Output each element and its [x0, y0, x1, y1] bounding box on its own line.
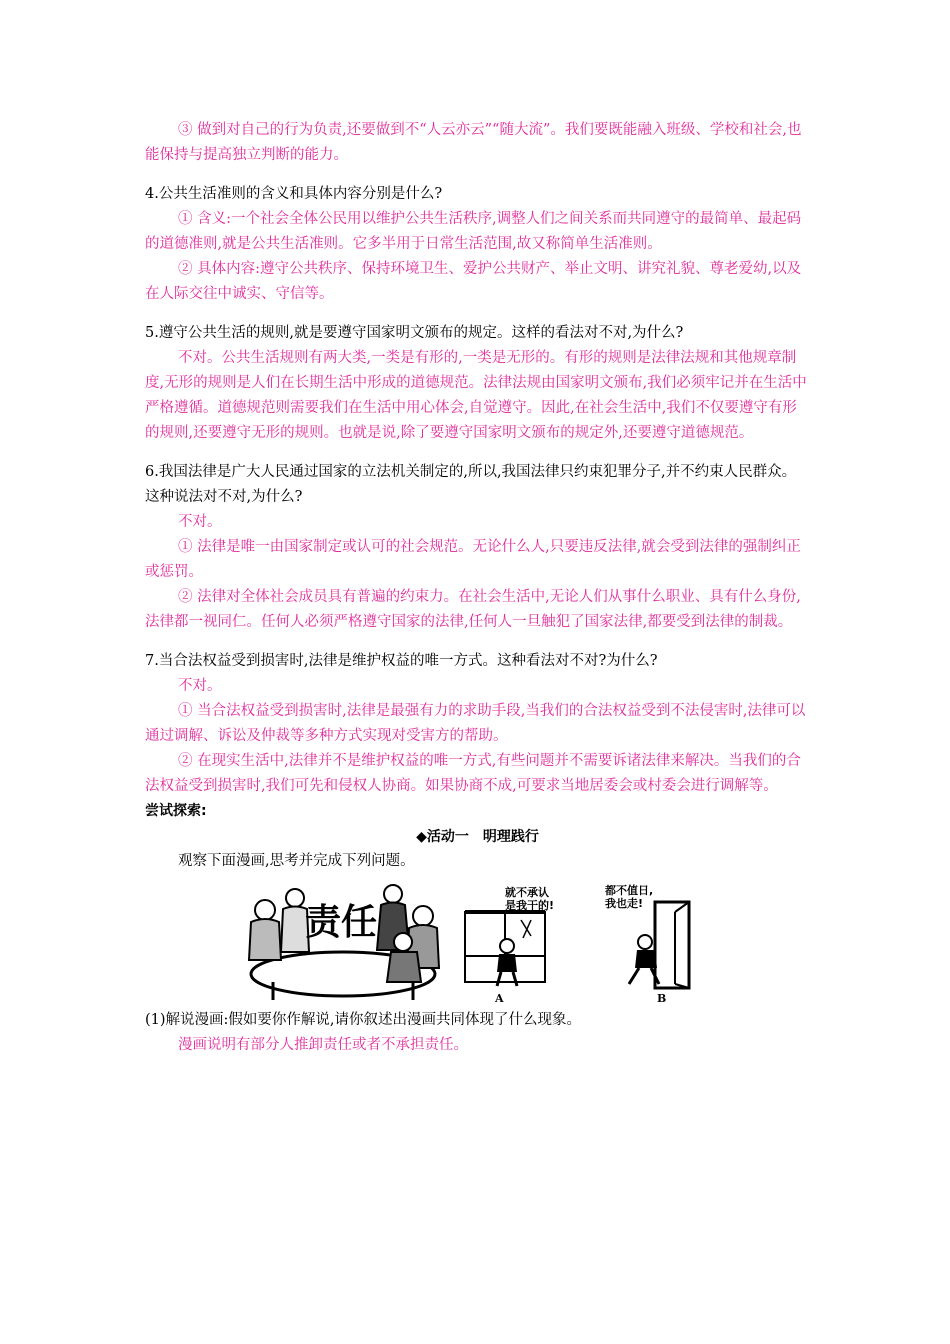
- comic-label-b: B: [657, 992, 667, 1005]
- question-activity-1: (1)解说漫画:假如要你作解说,请你叙述出漫画共同体现了什么现象。: [145, 1012, 582, 1028]
- answer-5: 不对。公共生活规则有两大类,一类是有形的,一类是无形的。有形的规则是法律法规和其他规章制度,无形的规则是人们在长期生活中形成的道德规范。法律法规由国家明文颁布,我们必须牢记并在生活中严格遵循。道德规范则需要我们在生活中用心体会,自觉遵守。因此,在社会生活中,我们不仅要遵守有形的规则,还要遵守无形的规则。也就是说,除了要遵守国家明文颁布的规定外,还要遵守道德规范。: [145, 350, 807, 441]
- answer-4-1: ① 含义:一个社会全体公民用以维护公共生活秩序,调整人们之间关系而共同遵守的最简单、最起码的道德准则,就是公共生活准则。它多半用于日常生活范围,故又称简单生活准则。: [145, 211, 802, 252]
- answer-7-1: ① 当合法权益受到损害时,法律是最强有力的求助手段,当我们的合法权益受到不法侵害时,法律可以通过调解、诉讼及仲裁等多种方式实现对受害方的帮助。: [145, 703, 806, 744]
- explore-heading: 尝试探索:: [145, 803, 207, 819]
- answer-7-0: 不对。: [178, 678, 222, 694]
- comic-panel-b: [615, 898, 695, 990]
- comic-big-char: 责任: [305, 902, 378, 943]
- answer-6-0: 不对。: [178, 514, 222, 530]
- answer-paragraph: ③ 做到对自己的行为负责,还要做到不“人云亦云”“随大流”。我们要既能融入班级、学校和社会,也能保持与提高独立判断的能力。: [145, 122, 802, 163]
- comic-bubble-a: 就不承认 是我干的!: [505, 886, 555, 912]
- answer-4-2: ② 具体内容:遵守公共秩序、保持环境卫生、爱护公共财产、举止文明、讲究礼貌、尊老爱幼,以及在人际交往中诚实、守信等。: [145, 261, 802, 302]
- question-6: 6.我国法律是广大人民通过国家的立法机关制定的,所以,我国法律只约束犯罪分子,并不约束人民群众。这种说法对不对,为什么?: [145, 464, 797, 505]
- answer-7-2: ② 在现实生活中,法律并不是维护权益的唯一方式,有些问题并不需要诉诸法律来解决。当我们的合法权益受到损害时,我们可先和侵权人协商。如果协商不成,可要求当地居委会或村委会进行调解等。: [145, 753, 801, 794]
- activity-title: ◆活动一 明理践行: [416, 829, 539, 845]
- answer-6-2: ② 法律对全体社会成员具有普遍的约束力。在社会生活中,无论人们从事什么职业、具有什么身份,法律都一视同仁。任何人必须严格遵守国家的法律,任何人一旦触犯了国家法律,都要受到法律的制裁。: [145, 589, 801, 630]
- question-5: 5.遵守公共生活的规则,就是要遵守国家明文颁布的规定。这样的看法对不对,为什么?: [145, 325, 684, 341]
- answer-6-1: ① 法律是唯一由国家制定或认可的社会规范。无论什么人,只要违反法律,就会受到法律的强制纠正或惩罚。: [145, 539, 801, 580]
- document-page: [145, 118, 810, 1058]
- comic-label-a: A: [495, 992, 504, 1005]
- comic-panel-a: [461, 906, 551, 990]
- observe-instruction: 观察下面漫画,思考并完成下列问题。: [178, 853, 415, 869]
- comic-strip: [145, 878, 810, 1006]
- comic-bubble-b: 都不值日, 我也走!: [605, 884, 654, 910]
- answer-activity-1: 漫画说明有部分人推卸责任或者不承担责任。: [178, 1037, 468, 1053]
- comic-panel-meeting: [243, 882, 443, 1000]
- question-4: 4.公共生活准则的含义和具体内容分别是什么?: [145, 186, 443, 202]
- question-7: 7.当合法权益受到损害时,法律是维护权益的唯一方式。这种看法对不对?为什么?: [145, 653, 658, 669]
